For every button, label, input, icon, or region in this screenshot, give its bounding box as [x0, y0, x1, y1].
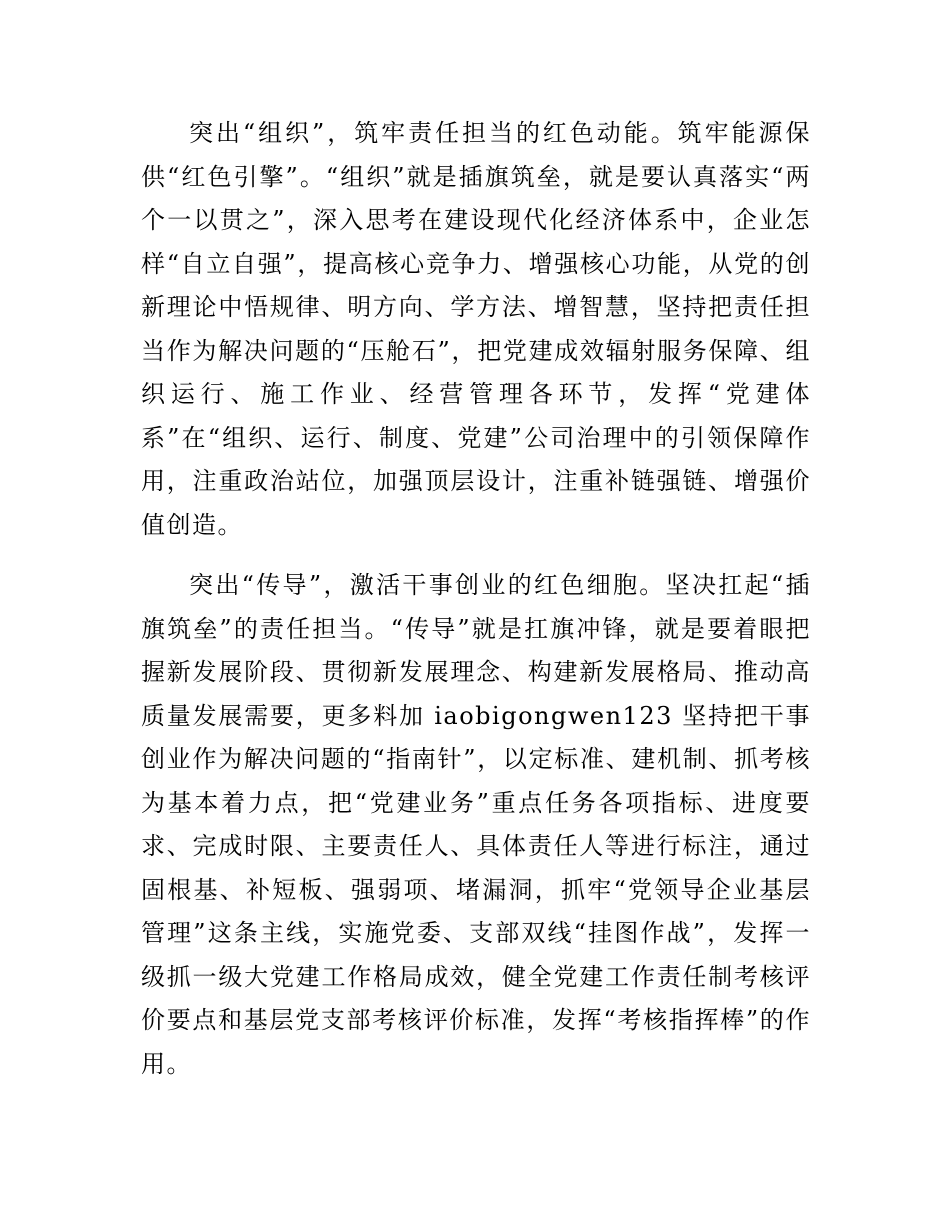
- paragraph-organization: 突出“组织”，筑牢责任担当的红色动能。筑牢能源保供“红色引擎”。“组织”就是插旗筑垒，就是要认真落实“两个一以贯之”，深入思考在建设现代化经济体系中，企业怎样“自立自强”，提高核心竞争力、增强核心功能，从党的创新理论中悟规律、明方向、学方法、增智慧，坚持把责任担当作为解决问题的“压舱石”，把党建成效辐射服务保障、组织运行、施工作业、经营管理各环节，发挥“党建体系”在“组织、运行、制度、党建”公司治理中的引领保障作用，注重政治站位，加强顶层设计，注重补链强链、增强价值创造。: [141, 119, 811, 539]
- paragraph-transmission: 突出“传导”，激活干事创业的红色细胞。坚决扛起“插旗筑垒”的责任担当。“传导”就是扛旗冲锋，就是要着眼把握新发展阶段、贯彻新发展理念、构建新发展格局、推动高质量发展需要，更多料加 iaobigongwen123 坚持把干事创业作为解决问题的“指南针”，以定标准、建机制、抓考核为基本着力点，把“党建业务”重点任务各项指标、进度要求、完成时限、主要责任人、具体责任人等进行标注，通过固根基、补短板、强弱项、堵漏洞，抓牢“党领导企业基层管理”这条主线，实施党委、支部双线“挂图作战”，发挥一级抓一级大党建工作格局成效，健全党建工作责任制考核评价要点和基层党支部考核评价标准，发挥“考核指挥棒”的作用。: [141, 571, 811, 1078]
- document-body: [141, 112, 811, 1086]
